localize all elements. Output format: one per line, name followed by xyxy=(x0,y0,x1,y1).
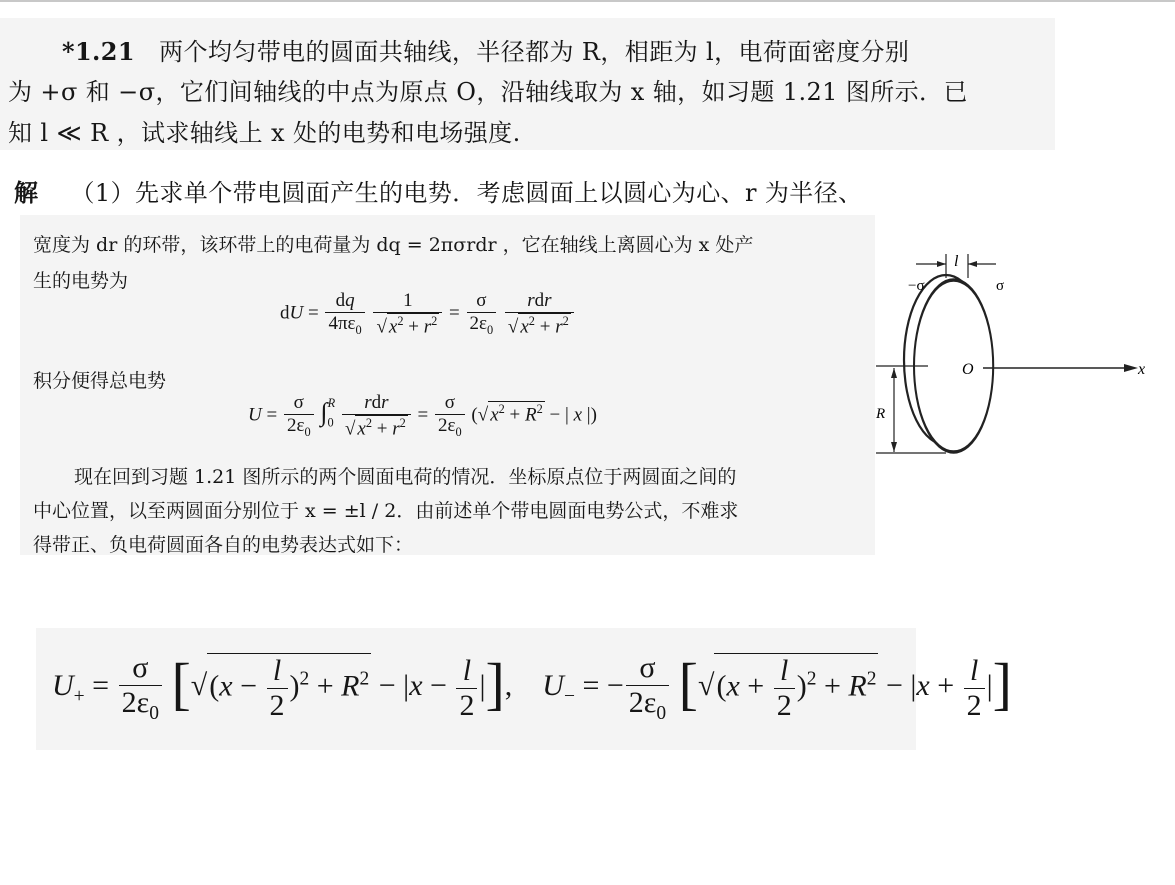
label-neg-sigma: −σ xyxy=(908,278,925,294)
x-axis-arrow xyxy=(1124,364,1138,372)
solution-heading-text: （1）先求单个带电圆面产生的电势．考虑圆面上以圆心为心、r 为半径、 xyxy=(70,179,863,207)
label-R: R xyxy=(876,406,886,422)
problem-number: *1.21 xyxy=(62,37,136,66)
body-line-2: 生的电势为 xyxy=(33,270,129,292)
equation-U-plus-minus: $U_+$ = $\frac{\sigma}{2\varepsilon_0}$ [√(x − $\frac{l}{2}$ )$^2 + R^2 - |x$ − $\frac{l}{2}$ |], $U_-$ = − $\frac{\sigma}{2\varepsilon_0}$ [√(x + $\frac{l}{2}$ )$^2 + R^2 - |x$ + $\frac{l}{2}$ |] xyxy=(52,651,1012,725)
problem-text-1: 两个均匀带电的圆面共轴线，半径都为 R，相距为 l，电荷面密度分别 xyxy=(159,38,910,66)
label-x: x xyxy=(1138,361,1146,378)
problem-line-1 xyxy=(62,32,909,67)
label-O: O xyxy=(962,361,974,378)
body-line-6: 得带正、负电荷圆面各自的电势表达式如下： xyxy=(33,534,414,556)
equation-U: U = $\frac{\sigma}{2\varepsilon_0}$ $\int_0^R$ $\frac{\text{rdr}}{√ x^2 + r^2}$ = $\frac{\sigma}{2\varepsilon_0}$ (√ $x^2 + R^2$ − | x |) xyxy=(248,392,597,440)
label-sigma: σ xyxy=(996,278,1005,294)
solution-label: 解 xyxy=(14,178,39,207)
top-border xyxy=(0,0,1175,2)
equation-dU: dU = $\frac{dq}{4\pi\varepsilon_0}$ $\frac{1}{√ x^2 + r^2}$ = $\frac{\sigma}{2\varepsilon_0}$ $\frac{\text{rdr}}{√ x^2 + r^2}$ xyxy=(280,290,576,338)
body-line-4: 现在回到习题 1.21 图所示的两个圆面电荷的情况．坐标原点位于两圆面之间的 xyxy=(74,466,737,488)
label-l: l xyxy=(954,253,959,270)
problem-line-3: 知 l ≪ R ，试求轴线上 x 处的电势和电场强度. xyxy=(8,119,521,147)
disk-figure xyxy=(868,248,1158,463)
body-line-5: 中心位置，以至两圆面分别位于 x = ±l / 2．由前述单个带电圆面电势公式，不难求 xyxy=(33,500,739,522)
body-line-1: 宽度为 dr 的环带，该环带上的电荷量为 dq = 2πσrdr ，它在轴线上离圆心为 x 处产 xyxy=(33,234,754,256)
solution-heading xyxy=(14,173,863,208)
problem-line-2: 为 +σ 和 −σ，它们间轴线的中点为原点 O，沿轴线取为 x 轴，如习题 1.21 图所示．已 xyxy=(8,78,968,106)
body-line-3: 积分便得总电势 xyxy=(33,370,167,392)
